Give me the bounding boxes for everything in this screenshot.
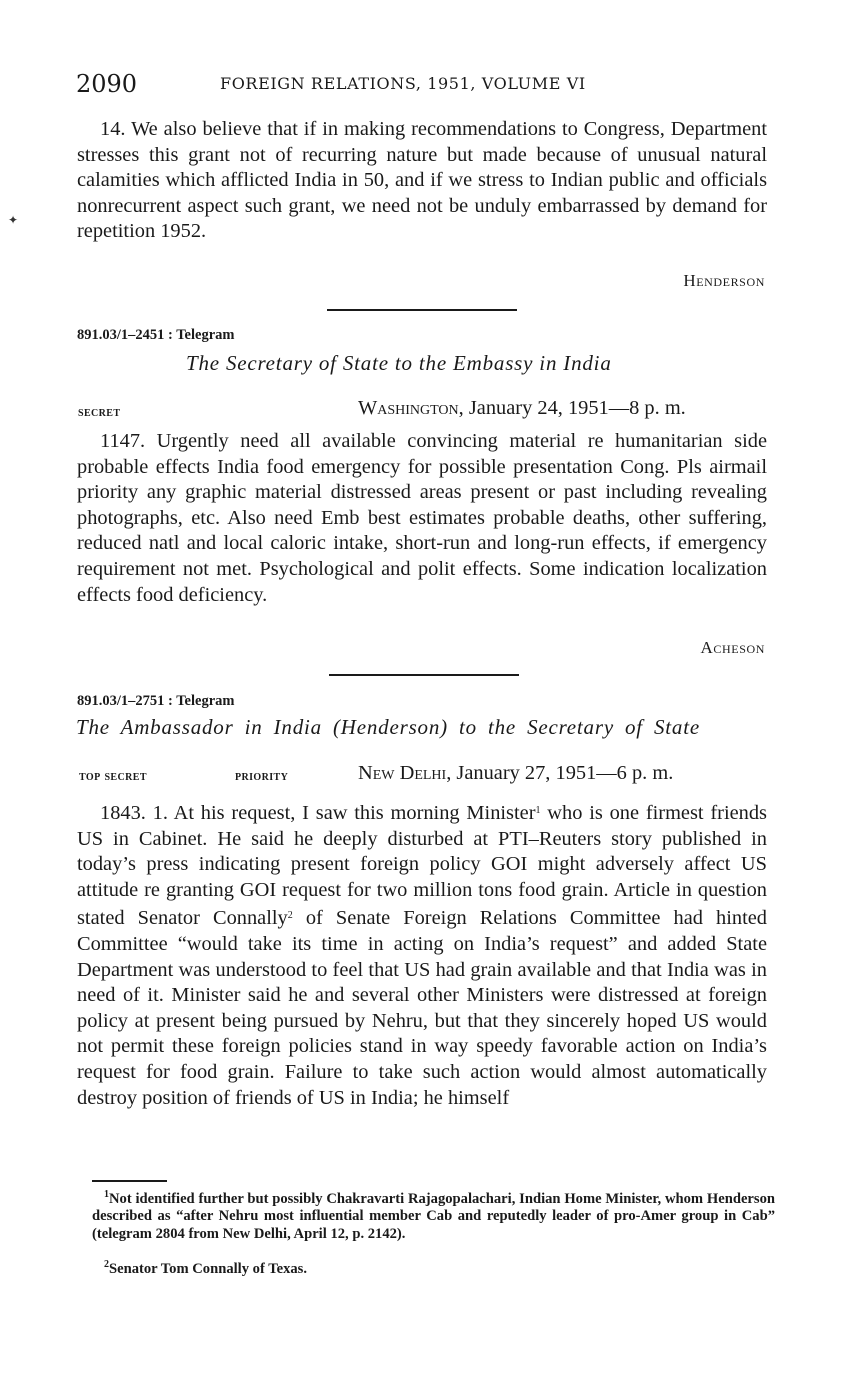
- paragraph-text: of Senate Foreign Relations Committee had hinted Committee “would take its time in acting on India’s request” and added State Department was understood to feel that US had grain available and that India was in need of it. Minister said he and several other Ministers were distressed at foreign policy at present being pursued by Nehru, but that they sincerely hoped US would not permit these foreign policies stand in way speedy favorable action on India’s request for food grain. Failure to take such action would almost automatically destroy position of friends of US in India; he himself: [77, 907, 768, 1109]
- footnote-marker: 1: [104, 1189, 109, 1200]
- section-divider: [327, 309, 517, 311]
- dateline-place: Washington,: [358, 397, 464, 419]
- file-number: 891.03/1–2751 : Telegram: [77, 693, 235, 709]
- footnote: [92, 1256, 775, 1278]
- footnote-text: Senator Tom Connally of Texas.: [109, 1261, 308, 1277]
- paragraph-text: 1843. 1. At his request, I saw this morning Minister: [100, 802, 536, 824]
- dateline-place: New Delhi,: [358, 762, 452, 784]
- priority-label: priority: [235, 769, 289, 784]
- dateline-date: January 27, 1951—6 p. m.: [456, 762, 674, 784]
- dateline: [358, 762, 673, 785]
- footnote-ref[interactable]: 1: [535, 805, 541, 816]
- running-header: [76, 70, 776, 100]
- classification-label: top secret: [79, 769, 147, 784]
- margin-mark-icon: ✦: [8, 213, 19, 227]
- running-title: FOREIGN RELATIONS, 1951, VOLUME VI: [220, 74, 586, 93]
- dateline: [358, 397, 686, 420]
- footnote-divider: [92, 1180, 167, 1182]
- paragraph-1843: [77, 798, 767, 1111]
- footnote-marker: 2: [104, 1259, 109, 1270]
- document-heading: The Ambassador in India (Henderson) to the Secretary of State: [76, 715, 700, 739]
- paragraph-1147: 1147. Urgently need all available convincing material re humanitarian side probable effects India food emergency for possible presentation Cong. Pls airmail priority any graphic material distressed areas present or past including revealing photographs, etc. Also need Emb best estimates probable deaths, other suffering, reduced natl and local caloric intake, short-run and long-run effects, if emergency requirement not met. Psychological and polit effects. Some indication localization effects food deficiency.: [77, 430, 767, 606]
- file-number: 891.03/1–2451 : Telegram: [77, 327, 235, 343]
- footnote-ref[interactable]: 2: [287, 910, 293, 922]
- document-heading: The Secretary of State to the Embassy in India: [186, 351, 612, 375]
- footnote-text: Not identified further but possibly Chakravarti Rajagopalachari, Indian Home Minister, whom Henderson described as “after Nehru most influential member Cab and reputedly leader of pro-Amer group in Cab” (telegram 2804 from New Delhi, April 12, p. 2142).: [92, 1191, 775, 1242]
- paragraph-14: 14. We also believe that if in making recommendations to Congress, Department stresses this grant not of recurring nature but made because of unusual natural calamities which afflicted India in 50, and if we stress to Indian public and officials nonrecurrent aspect such grant, we need not be unduly embarrassed by demand for repetition 1952.: [77, 118, 767, 243]
- signature-acheson: Acheson: [700, 638, 765, 657]
- footnote: [92, 1186, 775, 1243]
- classification-label: secret: [78, 405, 121, 420]
- dateline-date: January 24, 1951—8 p. m.: [468, 397, 686, 419]
- paragraph-text: who is one firmest friends US in Cabinet. He said he deeply disturbed at PTI–Reuters story published in today’s press indicating present foreign policy GOI might adversely affect US attitude re granting GOI request for two million tons food grain. Article in question stated Senator Connally: [77, 802, 767, 930]
- page-number: 2090: [76, 70, 138, 98]
- section-divider: [329, 674, 519, 676]
- signature-henderson: Henderson: [683, 271, 765, 290]
